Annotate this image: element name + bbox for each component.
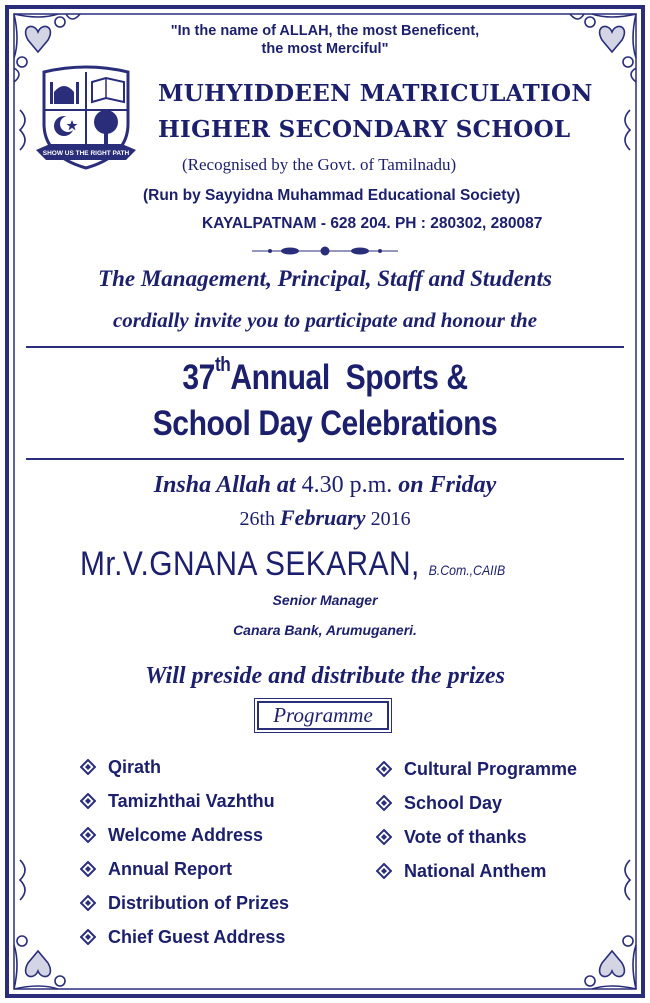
programme-item: Tamizhthai Vazhthu [80, 791, 275, 812]
invitation-line1: The Management, Principal, Staff and Students [98, 266, 552, 291]
recognition-text: (Recognised by the Govt. of Tamilnadu) [182, 155, 457, 174]
invocation-text: "In the name of ALLAH, the most Beneficent, the most Merciful" [170, 23, 480, 57]
diamond-bullet-icon [80, 827, 96, 843]
run-by-text: (Run by Sayyidna Muhammad Educational Society) [143, 187, 521, 204]
school-name-line2: HIGHER SECONDARY SCHOOL [158, 116, 571, 143]
diamond-bullet-icon [80, 929, 96, 945]
programme-item: Welcome Address [80, 825, 263, 846]
chief-guest-designation: Senior Manager [272, 592, 378, 608]
diamond-bullet-icon [376, 795, 392, 811]
diamond-bullet-icon [376, 863, 392, 879]
chief-guest-name-line [80, 545, 505, 584]
event-date [0, 505, 650, 531]
event-title-line2: School Day Celebrations [152, 404, 498, 443]
event-ordinal-suffix: th [214, 354, 231, 376]
programme-item: Qirath [80, 757, 161, 778]
schedule-time: 4.30 p.m. [301, 472, 393, 498]
diamond-bullet-icon [80, 793, 96, 809]
date-year: 2016 [370, 508, 411, 530]
diamond-bullet-icon [80, 895, 96, 911]
diamond-bullet-icon [80, 759, 96, 775]
date-month: February [280, 505, 366, 530]
diamond-bullet-icon [376, 761, 392, 777]
dot-divider [250, 244, 400, 258]
programme-item: Annual Report [80, 859, 232, 880]
programme-item: Cultural Programme [376, 759, 577, 780]
schedule-line [0, 472, 650, 499]
schedule-prefix: Insha Allah at [153, 472, 296, 498]
programme-item: Vote of thanks [376, 827, 527, 848]
programme-item: National Anthem [376, 861, 546, 882]
logo-motto: SHOW US THE RIGHT PATH [42, 150, 130, 157]
school-address: KAYALPATNAM - 628 204. PH : 280302, 280087 [202, 215, 543, 232]
date-day: 26th [239, 508, 275, 530]
event-number: 37 [182, 358, 215, 397]
divider-bottom [26, 458, 624, 460]
event-title-rest: Annual Sports & [230, 358, 468, 397]
programme-heading-box [257, 701, 389, 730]
divider-top [26, 346, 624, 348]
school-crest-logo [36, 64, 136, 174]
diamond-bullet-icon [80, 861, 96, 877]
school-name-line1: MUHYIDDEEN MATRICULATION [158, 80, 593, 107]
chief-guest-organization: Canara Bank, Arumuganeri. [233, 622, 417, 638]
chief-guest-degrees: B.Com.,CAIIB [428, 562, 506, 578]
diamond-bullet-icon [376, 829, 392, 845]
invitation-line2: cordially invite you to participate and honour the [112, 308, 538, 332]
programme-item: School Day [376, 793, 502, 814]
chief-guest-name: Mr.V.GNANA SEKARAN, [80, 545, 420, 583]
programme-heading: Programme [273, 703, 373, 727]
preside-text: Will preside and distribute the prizes [145, 663, 505, 689]
programme-item: Distribution of Prizes [80, 893, 289, 914]
schedule-day: on Friday [398, 472, 497, 498]
event-title-line1 [46, 354, 605, 398]
programme-item: Chief Guest Address [80, 927, 285, 948]
